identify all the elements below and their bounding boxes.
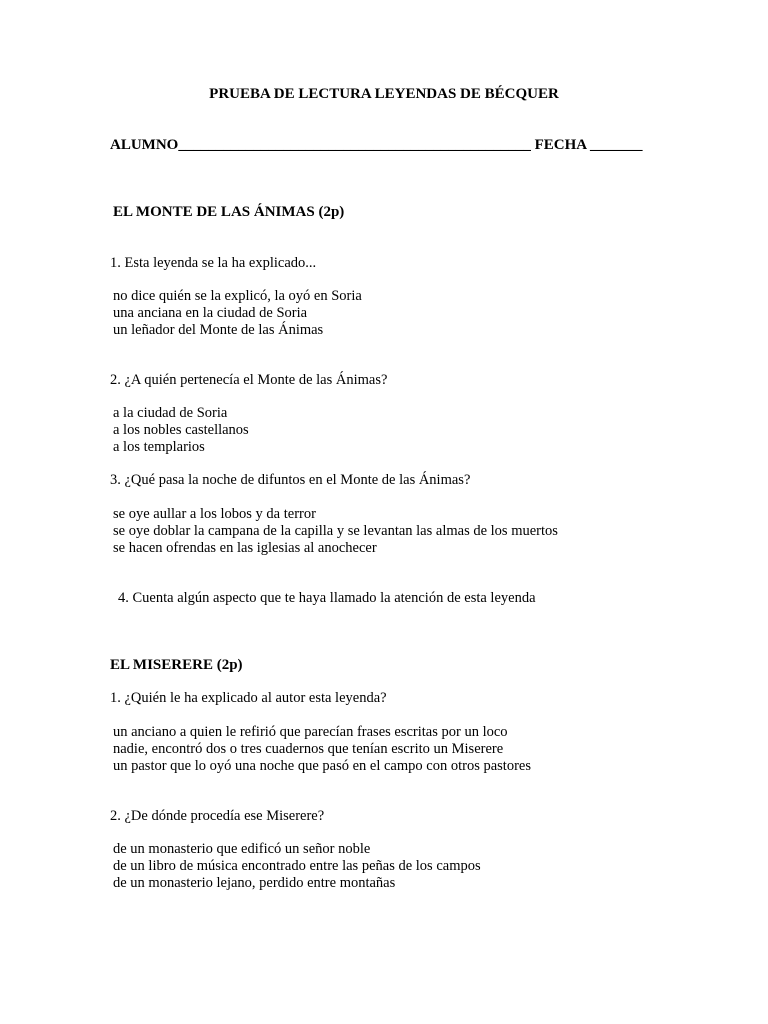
question-2-monte: 2. ¿A quién pertenecía el Monte de las Ánimas? — [110, 372, 388, 388]
option-item: a los nobles castellanos — [113, 422, 249, 438]
document-title: PRUEBA DE LECTURA LEYENDAS DE BÉCQUER — [209, 86, 559, 102]
option-item: de un monasterio lejano, perdido entre montañas — [113, 875, 396, 891]
option-item: se hacen ofrendas en las iglesias al anochecer — [113, 540, 377, 556]
question-4-monte: 4. Cuenta algún aspecto que te haya llamado la atención de esta leyenda — [118, 590, 536, 606]
option-item: no dice quién se la explicó, la oyó en Soria — [113, 288, 362, 304]
options-question-3-monte — [113, 506, 558, 557]
option-item: un pastor que lo oyó una noche que pasó en el campo con otros pastores — [113, 758, 531, 774]
question-1-miserere: 1. ¿Quién le ha explicado al autor esta leyenda? — [110, 690, 387, 706]
question-3-monte: 3. ¿Qué pasa la noche de difuntos en el Monte de las Ánimas? — [110, 472, 471, 488]
student-name-date-line: ALUMNO_______________________________________________ FECHA _______ — [110, 137, 643, 153]
section-heading-miserere: EL MISERERE (2p) — [110, 657, 243, 673]
option-item: se oye doblar la campana de la capilla y se levantan las almas de los muertos — [113, 523, 558, 539]
option-item: se oye aullar a los lobos y da terror — [113, 506, 316, 522]
options-question-2-miserere — [113, 841, 481, 892]
options-question-1-miserere — [113, 724, 531, 775]
question-2-miserere: 2. ¿De dónde procedía ese Miserere? — [110, 808, 325, 824]
option-item: de un monasterio que edificó un señor noble — [113, 841, 371, 857]
question-1-monte: 1. Esta leyenda se la ha explicado... — [110, 255, 317, 271]
option-item: un leñador del Monte de las Ánimas — [113, 322, 324, 338]
option-item: a los templarios — [113, 439, 205, 455]
section-heading-monte-animas: EL MONTE DE LAS ÁNIMAS (2p) — [113, 204, 345, 220]
options-question-1-monte — [113, 288, 362, 339]
option-item: nadie, encontró dos o tres cuadernos que tenían escrito un Miserere — [113, 741, 504, 757]
options-question-2-monte — [113, 405, 249, 456]
option-item: a la ciudad de Soria — [113, 405, 228, 421]
option-item: una anciana en la ciudad de Soria — [113, 305, 308, 321]
option-item: de un libro de música encontrado entre las peñas de los campos — [113, 858, 481, 874]
option-item: un anciano a quien le refirió que parecían frases escritas por un loco — [113, 724, 508, 740]
